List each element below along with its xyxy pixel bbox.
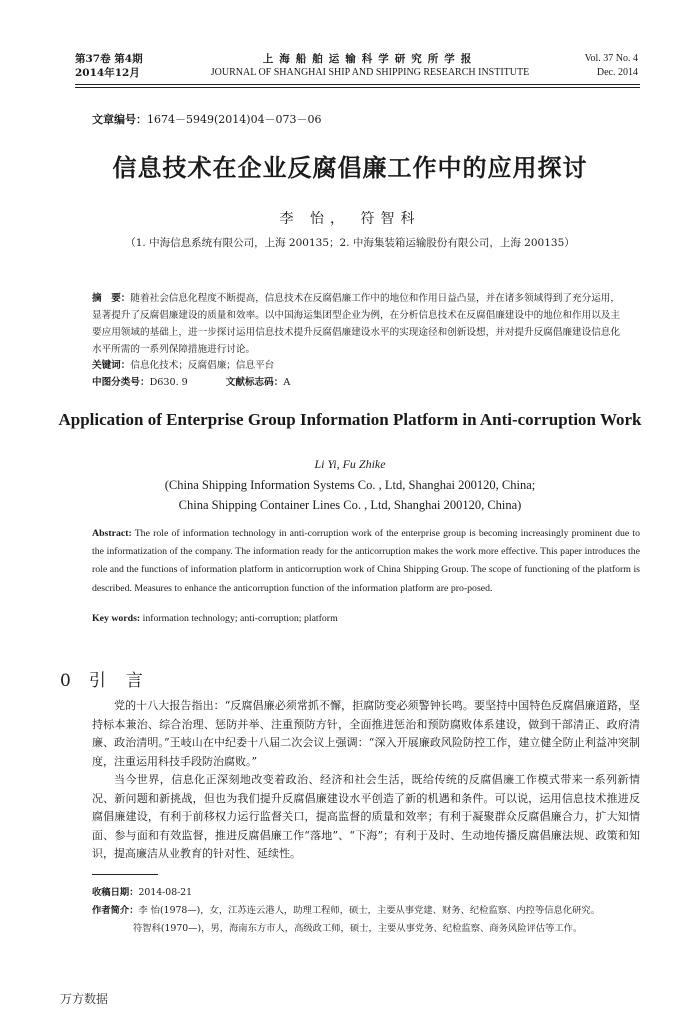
doc-code-label: 文献标志码： (225, 377, 284, 388)
affiliation-cn: （1. 中海信息系统有限公司，上海 200135；2. 中海集装箱运输股份有限公司，上海 200135） (125, 237, 575, 249)
date-en: Dec. 2014 (596, 67, 638, 78)
watermark: 万方数据 (60, 992, 109, 1006)
section-heading (60, 666, 163, 691)
footnote-rule (92, 874, 158, 875)
bio-text: 符智科(1970—)，男，海南东方市人，高级政工师，硕士，主要从事党务、纪检监察、商务风险评估等工作。 (133, 923, 583, 934)
author-bio (92, 902, 640, 920)
footnotes (92, 884, 640, 938)
classification (92, 374, 290, 388)
title-en: Application of Enterprise Group Information Platform in Anti-corruption Work (58, 410, 642, 429)
affiliation-en-line: China Shipping Container Lines Co. , Ltd, Shanghai 200120, China) (178, 498, 522, 512)
keywords-en (92, 613, 338, 624)
clc-label: 中图分类号： (92, 377, 150, 388)
authors-cn: 李 怡， 符智科 (279, 211, 421, 227)
abstract-en-label: Abstract: (92, 528, 132, 539)
keywords-cn-label: 关键词： (92, 360, 131, 371)
journal-name (180, 52, 560, 80)
affiliation-en (60, 475, 640, 515)
header-rule (75, 84, 640, 85)
clc-value: D630. 9 (149, 377, 188, 388)
bio-label: 作者简介： (92, 905, 139, 916)
paragraph: 党的十八大报告指出：“反腐倡廉必须常抓不懈，拒腐防变必须警钟长鸣。要坚持中国特色反腐倡廉道路，坚持标本兼治、综合治理、惩防并举、注重预防方针，全面推进惩治和预防腐败体系建设，做到干部清正、政府清廉、政治清明。”王岐山在中纪委十八届二次会议上强调：“深入开展廉政风险防控工作，建立健全防止利益冲突制度，注重运用科技手段防治腐败。” (92, 699, 640, 768)
journal-name-en: JOURNAL OF SHANGHAI SHIP AND SHIPPING RESEARCH INSTITUTE (210, 67, 530, 78)
received-label: 收稿日期： (92, 887, 139, 898)
abstract-cn (92, 290, 620, 358)
keywords-cn-text: 信息化技术；反腐倡廉；信息平台 (130, 360, 275, 371)
body-text (92, 697, 640, 864)
date-cn: 2014年12月 (75, 67, 140, 79)
article-number-value: 1674－5949(2014)04－073－06 (147, 113, 322, 126)
title-cn: 信息技术在企业反腐倡廉工作中的应用探讨 (112, 154, 588, 182)
received-value: 2014-08-21 (138, 887, 193, 898)
section-title: 引言 (88, 671, 163, 691)
affiliation-en-line: (China Shipping Information Systems Co. , Ltd, Shanghai 200120, China; (164, 478, 536, 492)
abstract-cn-text: 随着社会信息化程度不断提高，信息技术在反腐倡廉工作中的地位和作用日益凸显，并在诸多领域得到了充分运用，显著提升了反腐倡廉建设的质量和效率。以中国海运集团型企业为例，在分析信息技术在反腐倡廉建设中的地位和作用以及主要应用领域的基础上，进一步探讨运用信息技术提升反腐倡廉建设水平的实现途径和创新设想，并对提升反腐倡廉建设信息化水平所需的一系列保障措施进行讨论。 (92, 293, 621, 355)
paragraph: 当今世界，信息化正深刻地改变着政治、经济和社会生活，既给传统的反腐倡廉工作模式带来一系列新情况、新问题和新挑战，但也为我们提升反腐倡廉建设水平创造了新的机遇和条件。可以说，运用信息技术推进反腐倡廉建设，有利于前移权力运行监督关口，提高监督的质量和效率；有利于凝聚群众反腐倡廉合力，扩大知情面、参与面和有效监督，推进反腐倡廉工作“落地”、“下海”；有利于及时、生动地传播反腐倡廉法规、政策和知识，提高廉洁从业教育的针对性、延续性。 (92, 773, 640, 860)
abstract-cn-label: 摘 要： (92, 293, 131, 304)
volume-issue-en: Vol. 37 No. 4 (584, 53, 638, 64)
abstract-en-text: The role of information technology in anti-corruption work of the enterprise group is becoming increasingly prominent due to the informatization of the company. The information ready for the anticorruption makes the work more effective. This paper introduces the role and the functions of information platform in anticorruption work of China Shipping Group. The scope of functioning of the platform is described. Measures to enhance the anticorruption function of the information platform are pro-posed. (92, 528, 640, 594)
bio-text: 李 怡(1978—)，女，江苏连云港人，助理工程师，硕士，主要从事党建、财务、纪检监察、内控等信息化研究。 (138, 905, 601, 916)
journal-name-cn: 上海船舶运输科学研究所学报 (262, 53, 478, 65)
received-date (92, 884, 640, 902)
journal-issue-en (578, 52, 638, 80)
journal-issue-cn (75, 52, 143, 80)
header-rule-thin (75, 87, 640, 88)
volume-issue-cn: 第37卷 第4期 (75, 53, 143, 65)
keywords-cn (92, 357, 274, 371)
article-number (92, 111, 322, 127)
article-number-label: 文章编号： (92, 113, 147, 126)
doc-code-value: A (283, 377, 291, 388)
author-bio (92, 920, 640, 938)
abstract-en (92, 525, 640, 598)
authors-en: Li Yi, Fu Zhike (314, 457, 386, 471)
keywords-en-text: information technology; anti-corruption; platform (140, 613, 338, 624)
keywords-en-label: Key words: (92, 613, 141, 624)
section-number: 0 (60, 671, 71, 691)
